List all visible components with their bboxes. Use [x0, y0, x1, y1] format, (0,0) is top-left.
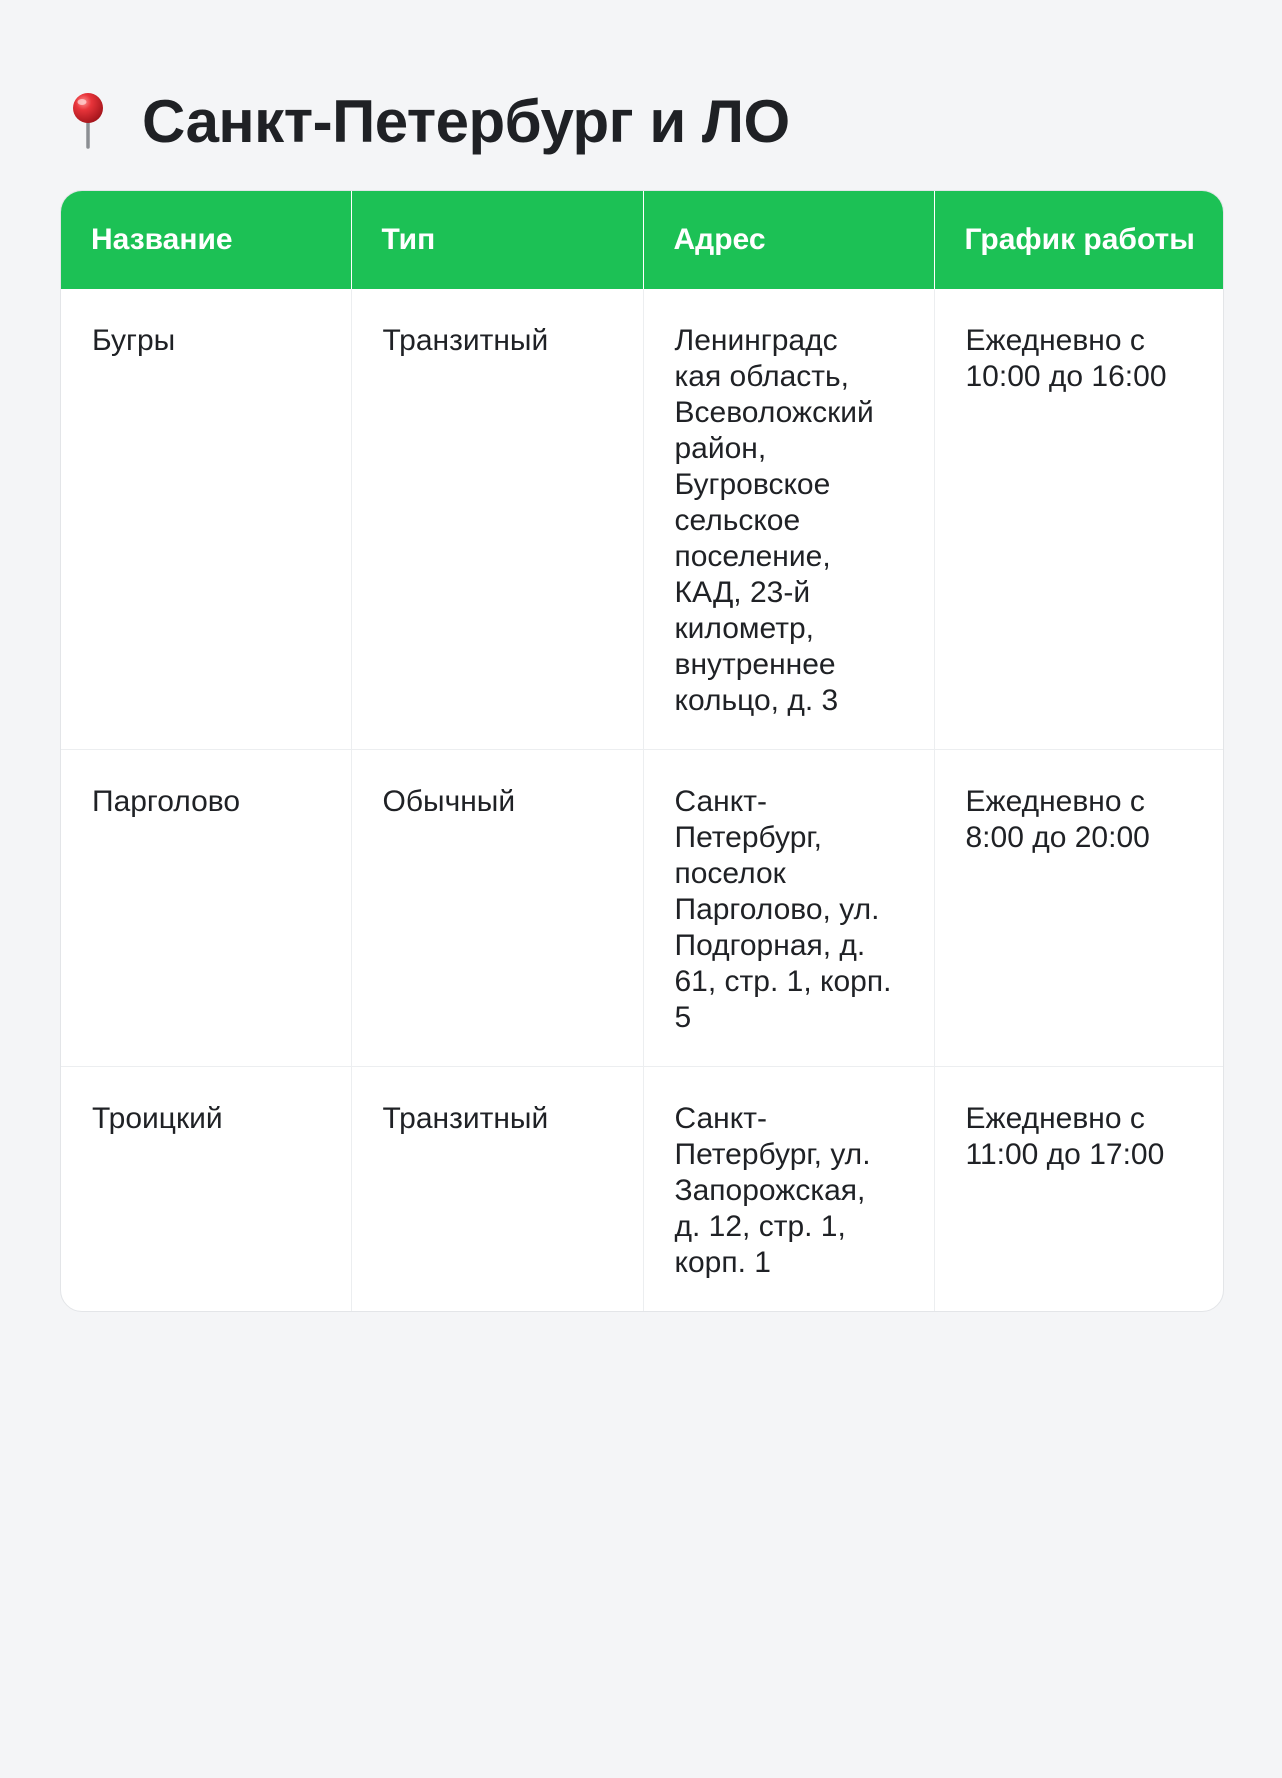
cell-type: Обычный: [351, 750, 643, 1067]
round-pushpin-icon: [60, 91, 116, 151]
cell-schedule: Ежедневно с 11:00 до 17:00: [934, 1067, 1223, 1312]
table-row: [61, 1067, 1223, 1312]
cell-address: Ленинградс кая область, Всеволожский район, Бугровское сельское поселение, КАД, 23-й километр, внутреннее кольцо, д. 3: [643, 289, 934, 750]
cell-name: Бугры: [92, 324, 176, 357]
page-title: Санкт-Петербург и ЛО: [142, 87, 790, 155]
cell-schedule: Ежедневно с 8:00 до 20:00: [934, 750, 1223, 1067]
table-row: [61, 750, 1223, 1067]
cell-name: Парголово: [61, 750, 351, 1067]
column-header-address: Адрес: [643, 191, 934, 289]
cell-schedule: Ежедневно с 10:00 до 16:00: [934, 289, 1223, 750]
table-row: [61, 289, 1223, 750]
cell-name: Троицкий: [61, 1067, 351, 1312]
page-header: [60, 78, 790, 164]
column-header-schedule: График работы: [934, 191, 1223, 289]
cell-address: Санкт- Петербург, ул. Запорожская, д. 12, стр. 1, корп. 1: [643, 1067, 934, 1312]
table-header-row: [61, 191, 1223, 289]
cell-type: Транзитный: [351, 1067, 643, 1312]
cell-address: Санкт- Петербург, поселок Парголово, ул. Подгорная, д. 61, стр. 1, корп. 5: [643, 750, 934, 1067]
locations-table: [60, 190, 1224, 1312]
column-header-name: Название: [61, 191, 351, 289]
cell-type: Транзитный: [351, 289, 643, 750]
column-header-type: Тип: [351, 191, 643, 289]
